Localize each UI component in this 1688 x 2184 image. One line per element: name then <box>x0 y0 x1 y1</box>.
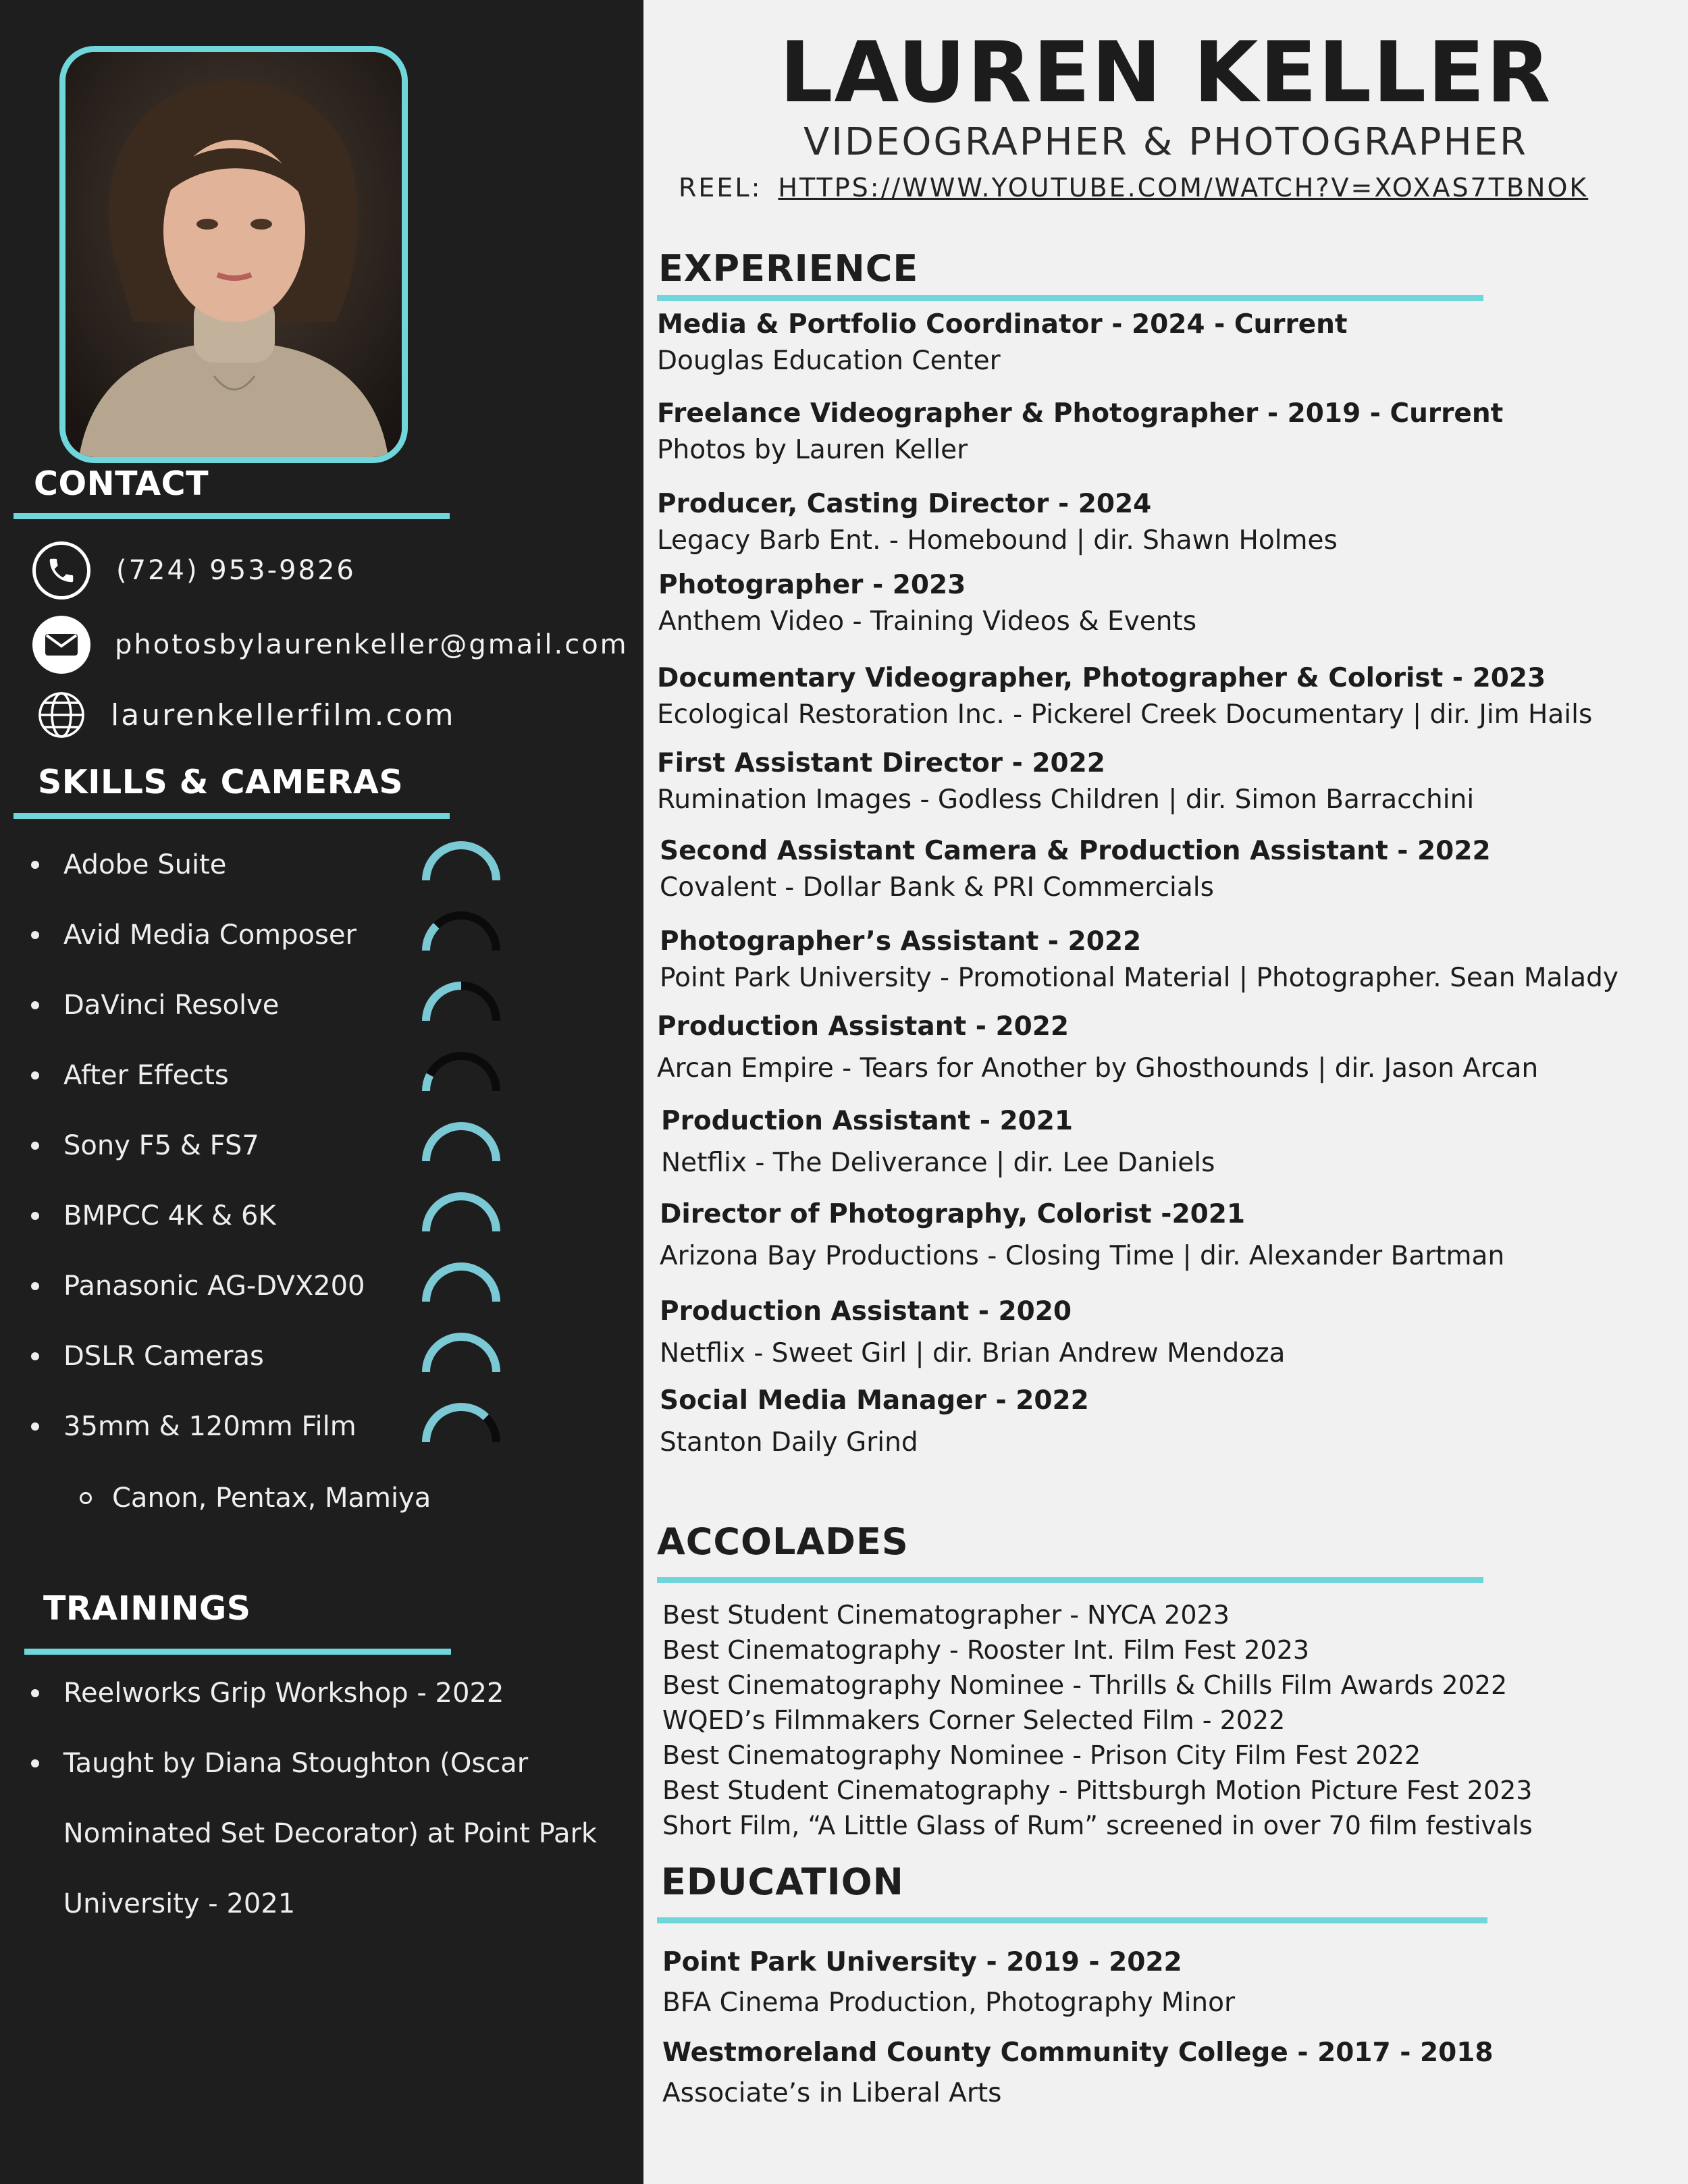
job-title: Media & Portfolio Coordinator - 2024 - Current <box>657 309 1348 340</box>
skill-item <box>27 1130 259 1161</box>
accolade-item: Best Cinematography Nominee - Prison City Film Fest 2022 <box>662 1740 1421 1770</box>
skill-label: Sony F5 & FS7 <box>63 1130 259 1161</box>
skill-level-gauge <box>417 1254 505 1308</box>
skill-level-gauge <box>417 1325 505 1379</box>
trainings-divider <box>24 1649 451 1655</box>
training-text: Reelworks Grip Workshop - 2022 <box>63 1678 504 1709</box>
skill-label: BMPCC 4K & 6K <box>63 1200 276 1231</box>
candidate-name: LAUREN KELLER <box>779 24 1552 122</box>
education-detail: BFA Cinema Production, Photography Minor <box>662 1988 1236 2018</box>
skill-item <box>27 1060 229 1091</box>
bullet <box>31 1212 39 1220</box>
skill-level-gauge <box>417 1395 505 1449</box>
trainings-heading: TRAININGS <box>43 1589 251 1628</box>
mail-icon <box>32 616 90 674</box>
education-title: Point Park University - 2019 - 2022 <box>662 1947 1182 1977</box>
reel-line <box>679 173 1588 203</box>
globe-icon <box>32 686 90 744</box>
training-item <box>27 1658 608 1728</box>
job-detail: Rumination Images - Godless Children | dir. Simon Barracchini <box>657 784 1475 815</box>
job-detail: Photos by Lauren Keller <box>657 435 968 465</box>
job-title: Production Assistant - 2021 <box>661 1106 1074 1136</box>
accolade-item: Short Film, “A Little Glass of Rum” screened in over 70 film festivals <box>662 1811 1533 1840</box>
accolade-item: WQED’s Filmmakers Corner Selected Film - 2022 <box>662 1705 1286 1735</box>
skill-level-gauge <box>417 833 505 887</box>
education-heading: EDUCATION <box>661 1861 904 1903</box>
sub-bullet <box>80 1492 92 1504</box>
gauge-track <box>426 915 496 951</box>
website-text: laurenkellerfilm.com <box>111 697 456 733</box>
job-title: Director of Photography, Colorist -2021 <box>660 1199 1245 1229</box>
accolade-item: Best Student Cinematographer - NYCA 2023 <box>662 1600 1230 1630</box>
bullet <box>31 1352 39 1360</box>
gauge-fill <box>426 1126 496 1161</box>
portrait-image <box>65 52 402 457</box>
job-detail: Netflix - The Deliverance | dir. Lee Daniels <box>661 1148 1215 1178</box>
skill-level-gauge <box>417 903 505 957</box>
gauge-fill <box>426 1196 496 1231</box>
skills-divider <box>14 813 450 819</box>
gauge-fill <box>426 845 496 880</box>
skill-level-gauge <box>417 1044 505 1098</box>
gauge-fill <box>426 1337 496 1372</box>
job-title: Freelance Videographer & Photographer - 2019 - Current <box>657 398 1504 429</box>
job-title: Documentary Videographer, Photographer & Colorist - 2023 <box>657 663 1546 693</box>
bullet <box>31 1282 39 1290</box>
phone-icon <box>32 541 90 600</box>
job-detail: Douglas Education Center <box>657 346 1001 376</box>
skill-item <box>27 1271 365 1302</box>
job-detail: Ecological Restoration Inc. - Pickerel Creek Documentary | dir. Jim Hails <box>657 699 1593 730</box>
skill-level-gauge <box>417 1184 505 1238</box>
phone-text: (724) 953-9826 <box>116 555 356 586</box>
skill-sub-label: Canon, Pentax, Mamiya <box>112 1483 431 1514</box>
main-content <box>643 0 1688 2184</box>
reel-link[interactable]: HTTPS://WWW.YOUTUBE.COM/WATCH?V=XOXAS7TBNOK <box>778 173 1589 203</box>
job-title: Photographer - 2023 <box>658 570 966 600</box>
contact-divider <box>14 513 450 519</box>
skill-item <box>27 1200 276 1231</box>
training-text: Taught by Diana Stoughton (Oscar Nominated Set Decorator) at Point Park University - 2021 <box>63 1748 598 1919</box>
bullet <box>31 931 39 939</box>
gauge-fill <box>426 1267 496 1302</box>
skill-label: 35mm & 120mm Film <box>63 1411 357 1442</box>
reel-label: REEL: <box>679 173 762 203</box>
skill-label: DaVinci Resolve <box>63 990 280 1021</box>
job-detail: Covalent - Dollar Bank & PRI Commercials <box>660 872 1214 903</box>
candidate-role: VIDEOGRAPHER & PHOTOGRAPHER <box>803 120 1528 164</box>
job-title: Second Assistant Camera & Production Assistant - 2022 <box>660 836 1491 866</box>
gauge-fill <box>426 926 436 951</box>
gauge-fill <box>426 1075 430 1091</box>
education-title: Westmoreland County Community College - 2017 - 2018 <box>662 2037 1494 2068</box>
experience-heading: EXPERIENCE <box>658 247 919 290</box>
job-detail: Stanton Daily Grind <box>660 1427 918 1458</box>
sidebar <box>0 0 643 2184</box>
bullet <box>31 1001 39 1009</box>
skill-label: After Effects <box>63 1060 229 1091</box>
bullet <box>31 1071 39 1080</box>
accolade-item: Best Cinematography Nominee - Thrills & Chills Film Awards 2022 <box>662 1670 1508 1700</box>
experience-divider <box>657 295 1483 301</box>
skill-level-gauge <box>417 1114 505 1168</box>
profile-photo <box>59 46 408 463</box>
job-detail: Point Park University - Promotional Material | Photographer. Sean Malady <box>660 963 1618 993</box>
job-detail: Legacy Barb Ent. - Homebound | dir. Shawn Holmes <box>657 525 1338 556</box>
skill-label: DSLR Cameras <box>63 1341 264 1372</box>
job-title: First Assistant Director - 2022 <box>657 748 1105 778</box>
bullet <box>31 1422 39 1431</box>
skills-heading: SKILLS & CAMERAS <box>38 763 404 801</box>
bullet <box>31 1689 39 1697</box>
gauge-fill <box>426 986 461 1021</box>
education-detail: Associate’s in Liberal Arts <box>662 2078 1002 2108</box>
contact-heading: CONTACT <box>34 464 209 503</box>
job-title: Production Assistant - 2020 <box>660 1296 1072 1327</box>
skill-sub-item <box>80 1483 431 1514</box>
skill-item <box>27 1411 357 1442</box>
accolades-heading: ACCOLADES <box>657 1520 909 1563</box>
job-detail: Arizona Bay Productions - Closing Time | dir. Alexander Bartman <box>660 1241 1505 1271</box>
email-text: photosbylaurenkeller@gmail.com <box>115 629 629 660</box>
accolades-divider <box>657 1577 1483 1583</box>
education-divider <box>657 1917 1487 1923</box>
gauge-fill <box>426 1407 486 1442</box>
job-title: Producer, Casting Director - 2024 <box>657 489 1152 519</box>
skill-level-gauge <box>417 974 505 1028</box>
job-title: Production Assistant - 2022 <box>657 1011 1070 1042</box>
accolade-item: Best Student Cinematography - Pittsburgh Motion Picture Fest 2023 <box>662 1776 1533 1805</box>
job-detail: Anthem Video - Training Videos & Events <box>658 606 1197 637</box>
job-detail: Arcan Empire - Tears for Another by Ghosthounds | dir. Jason Arcan <box>657 1053 1539 1084</box>
training-item <box>27 1728 608 1939</box>
skill-label: Adobe Suite <box>63 849 227 880</box>
contact-email[interactable] <box>32 616 629 674</box>
skill-label: Panasonic AG-DVX200 <box>63 1271 365 1302</box>
skill-label: Avid Media Composer <box>63 920 357 951</box>
skill-item <box>27 849 226 880</box>
bullet <box>31 1142 39 1150</box>
skill-item <box>27 990 279 1021</box>
contact-phone[interactable] <box>32 541 356 600</box>
accolade-item: Best Cinematography - Rooster Int. Film Fest 2023 <box>662 1635 1310 1665</box>
bullet <box>31 1759 39 1767</box>
skill-item <box>27 1341 264 1372</box>
gauge-track <box>426 1056 496 1091</box>
contact-website[interactable] <box>32 686 456 744</box>
skill-item <box>27 920 357 951</box>
job-detail: Netflix - Sweet Girl | dir. Brian Andrew Mendoza <box>660 1338 1286 1368</box>
bullet <box>31 861 39 869</box>
job-title: Social Media Manager - 2022 <box>660 1385 1089 1416</box>
job-title: Photographer’s Assistant - 2022 <box>660 926 1142 957</box>
